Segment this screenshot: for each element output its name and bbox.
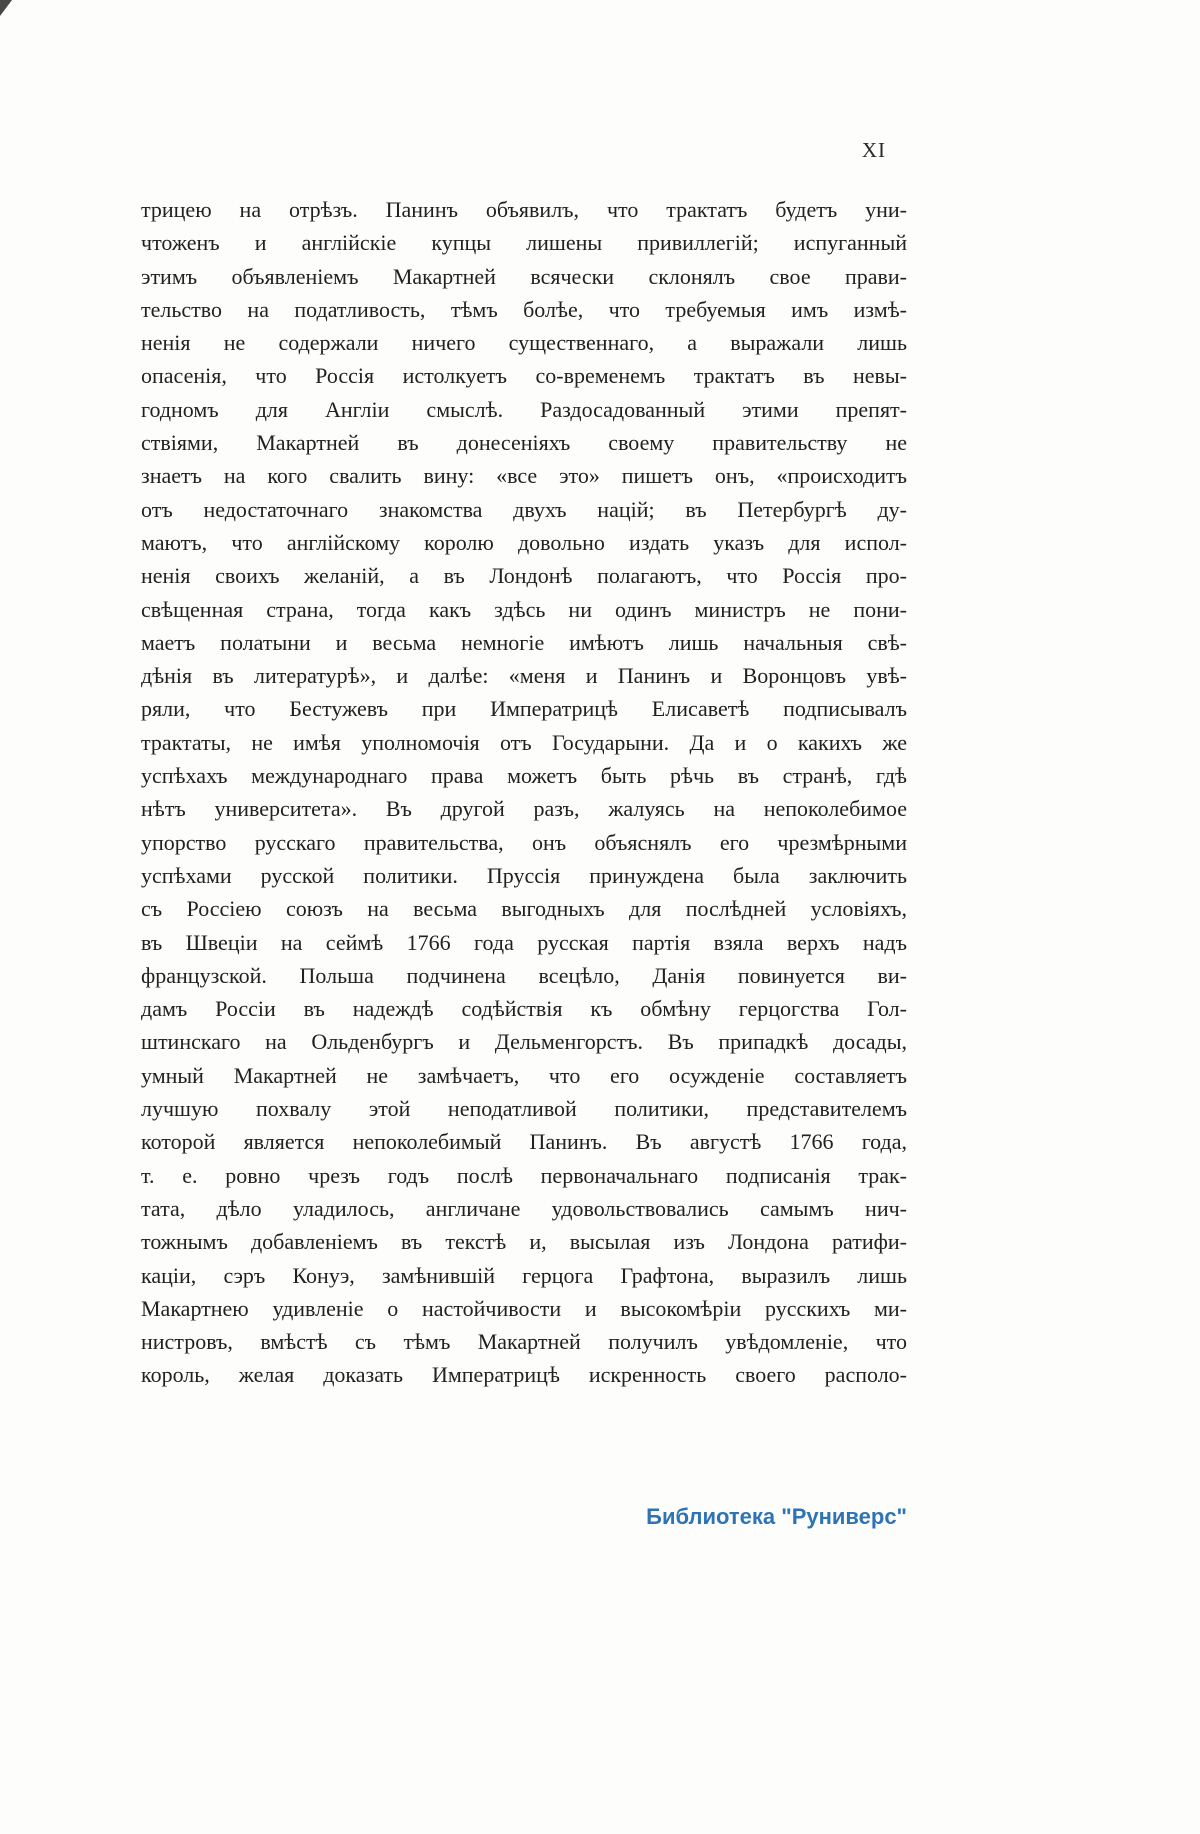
text-line: маютъ, что англійскому королю довольно издать указъ для испол- xyxy=(141,529,907,555)
text-line: Макартнею удивленіе о настойчивости и высокомѣріи русскихъ ми- xyxy=(141,1295,907,1321)
text-line: знаетъ на кого свалить вину: «все это» пишетъ онъ, «происходитъ xyxy=(141,463,907,489)
text-line: упорство русскаго правительства, онъ объяснялъ его чрезмѣрными xyxy=(141,829,907,855)
text-line: король, желая доказать Императрицѣ искренность своего располо- xyxy=(141,1362,907,1388)
text-line: умный Макартней не замѣчаетъ, что его осужденіе составляетъ xyxy=(141,1062,907,1088)
text-line: трактаты, не имѣя уполномочія отъ Государыни. Да и о какихъ же xyxy=(141,729,907,755)
text-line: тельство на податливость, тѣмъ болѣе, что требуемыя имъ измѣ- xyxy=(141,296,907,322)
text-line: каціи, сэръ Конуэ, замѣнившій герцога Графтона, выразилъ лишь xyxy=(141,1262,907,1288)
text-line: чтоженъ и англійскіе купцы лишены привиллегій; испуганный xyxy=(141,230,907,256)
scan-corner-artifact xyxy=(0,0,12,16)
text-line: тата, дѣло уладилось, англичане удовольствовались самымъ нич- xyxy=(141,1195,907,1221)
text-line: успѣхахъ международнаго права можетъ быть рѣчь въ странѣ, гдѣ xyxy=(141,763,907,789)
page-number: XI xyxy=(861,138,886,162)
text-line: трицею на отрѣзъ. Панинъ объявилъ, что трактатъ будетъ уни- xyxy=(141,197,907,222)
text-line: опасенія, что Россія истолкуетъ со-временемъ трактатъ въ невы- xyxy=(141,363,907,389)
text-line: дамъ Россіи въ надеждѣ содѣйствія къ обмѣну герцогства Гол- xyxy=(141,996,907,1022)
text-line: ненія своихъ желаній, а въ Лондонѣ полагаютъ, что Россія про- xyxy=(141,563,907,589)
text-line: т. е. ровно чрезъ годъ послѣ первоначальнаго подписанія трак- xyxy=(141,1162,907,1188)
text-line: дѣнія въ литературѣ», и далѣе: «меня и Панинъ и Воронцовъ увѣ- xyxy=(141,663,907,689)
text-line: ствіями, Макартней въ донесеніяхъ своему правительству не xyxy=(141,430,907,456)
text-line: лучшую похвалу этой неподатливой политики, представителемъ xyxy=(141,1096,907,1122)
text-line: годномъ для Англіи смыслѣ. Раздосадованный этими препят- xyxy=(141,396,907,422)
text-line: успѣхами русской политики. Пруссія принуждена была заключить xyxy=(141,862,907,888)
text-line: французской. Польша подчинена всецѣло, Данія повинуется ви- xyxy=(141,962,907,988)
text-line: штинскаго на Ольденбургъ и Дельменгорстъ. Въ припадкѣ досады, xyxy=(141,1029,907,1055)
text-line: этимъ объявленіемъ Макартней всячески склонялъ свое прави- xyxy=(141,263,907,289)
body-text xyxy=(141,193,907,1392)
library-watermark: Библиотека "Руниверс" xyxy=(646,1504,907,1529)
text-line: маетъ полатыни и весьма немногіе имѣютъ лишь начальныя свѣ- xyxy=(141,629,907,655)
text-line: нистровъ, вмѣстѣ съ тѣмъ Макартней получилъ увѣдомленіе, что xyxy=(141,1329,907,1355)
text-line: ряли, что Бестужевъ при Императрицѣ Елисаветѣ подписывалъ xyxy=(141,696,907,722)
text-line: нѣтъ университета». Въ другой разъ, жалуясь на непоколебимое xyxy=(141,796,907,822)
text-line: ненія не содержали ничего существеннаго, а выражали лишь xyxy=(141,330,907,356)
text-line: отъ недостаточнаго знакомства двухъ націй; въ Петербургѣ ду- xyxy=(141,496,907,522)
text-line: съ Россіею союзъ на весьма выгодныхъ для послѣдней условіяхъ, xyxy=(141,896,907,922)
text-line: тожнымъ добавленіемъ въ текстѣ и, высылая изъ Лондона ратифи- xyxy=(141,1229,907,1255)
text-line: свѣщенная страна, тогда какъ здѣсь ни одинъ министръ не пони- xyxy=(141,596,907,622)
text-line: въ Швеціи на сеймѣ 1766 года русская партія взяла верхъ надъ xyxy=(141,929,907,955)
text-line: которой является непоколебимый Панинъ. Въ августѣ 1766 года, xyxy=(141,1129,907,1155)
